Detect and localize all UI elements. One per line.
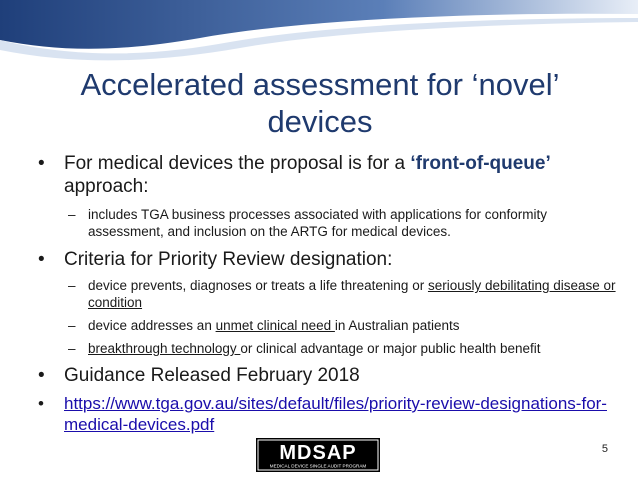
bullet-guidance: • Guidance Released February 2018 bbox=[38, 365, 360, 386]
dash-icon: – bbox=[68, 278, 76, 293]
title-line-1: Accelerated assessment for ‘novel’ bbox=[80, 67, 560, 102]
subbullet-breakthrough: – breakthrough technology or clinical advantage or major public health benefit bbox=[68, 341, 541, 356]
title-line-2: devices bbox=[267, 104, 373, 139]
dash-icon: – bbox=[68, 341, 76, 356]
dash-icon: – bbox=[68, 318, 76, 333]
bullet-icon: • bbox=[38, 153, 45, 174]
guidance-link[interactable]: https://www.tga.gov.au/sites/default/files/priority-review-designations-for-medical-devices.pdf bbox=[64, 394, 607, 434]
subbullet-tga-processes: – includes TGA business processes associated with applications for conformity assessment, and inclusion on the ARTG for medical devices. bbox=[68, 207, 547, 239]
dash-icon: – bbox=[68, 207, 76, 222]
page-number: 5 bbox=[601, 443, 608, 455]
bullet-link bbox=[38, 393, 618, 435]
logo-text: MDSAP bbox=[279, 442, 357, 464]
subbullet-life-threatening: – device prevents, diagnoses or treats a life threatening or seriously debilitating disease or condition bbox=[68, 278, 616, 310]
subbullet-unmet-need: – device addresses an unmet clinical need in Australian patients bbox=[68, 318, 460, 333]
slide-content bbox=[38, 152, 618, 435]
bullet-icon: • bbox=[38, 394, 44, 413]
bullet-criteria: • Criteria for Priority Review designation: bbox=[38, 249, 393, 270]
logo-subtitle: MEDICAL DEVICE SINGLE AUDIT PROGRAM bbox=[269, 463, 367, 469]
bullet-icon: • bbox=[38, 249, 45, 270]
bold-front-of-queue: ‘front-of-queue’ bbox=[410, 153, 551, 174]
slide-title bbox=[40, 66, 600, 140]
mdsap-logo bbox=[256, 438, 380, 472]
bullet-front-of-queue: • For medical devices the proposal is for a ‘front-of-queue’ approach: bbox=[38, 153, 551, 197]
bullet-icon: • bbox=[38, 365, 45, 386]
